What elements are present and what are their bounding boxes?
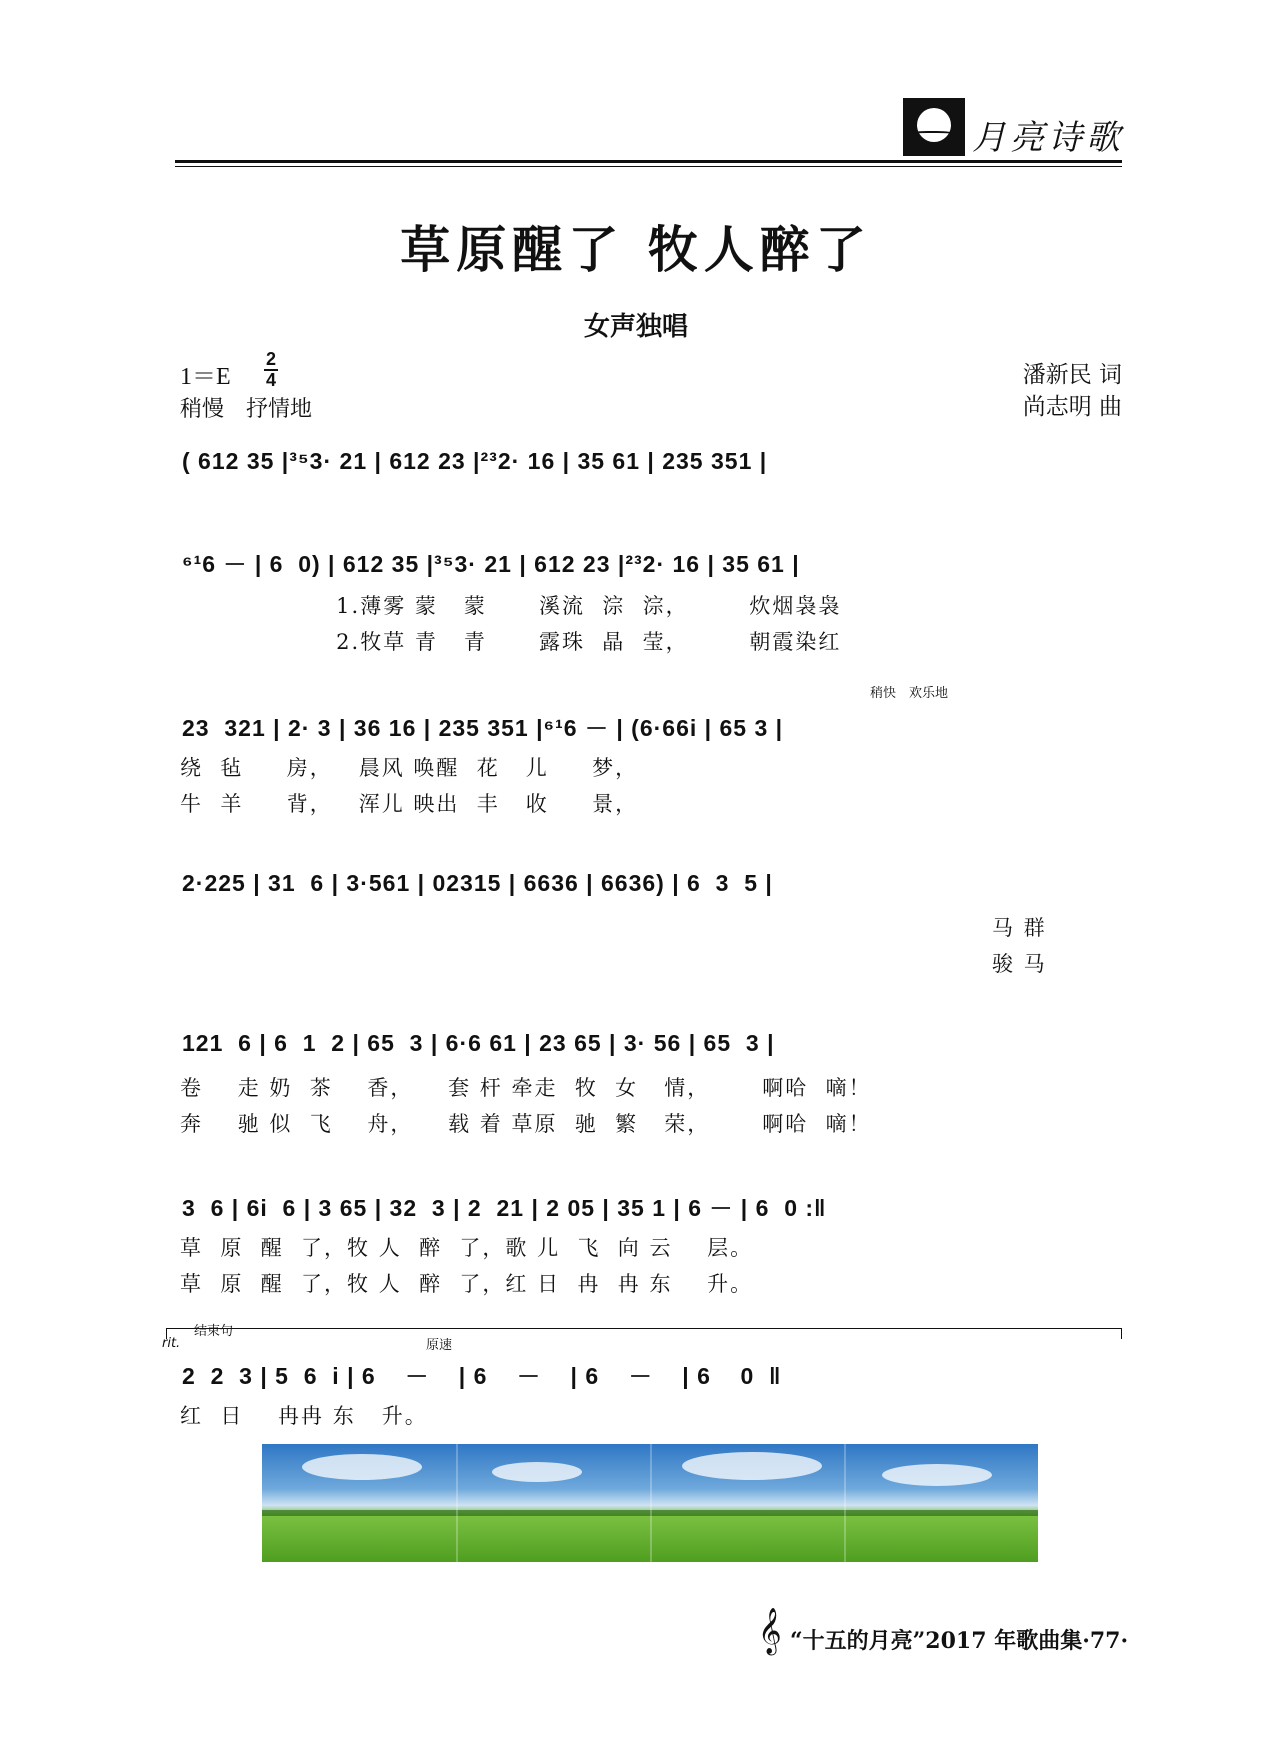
lyric-line-2-verse-2: 2.牧草 青 青 露珠 晶 莹， 朝霞染红 bbox=[180, 630, 842, 654]
header-rule-thin bbox=[175, 166, 1122, 167]
time-bottom: 4 bbox=[265, 370, 276, 390]
image-seam bbox=[650, 1444, 652, 1562]
lyric-line-4-verse-1: 马 群 bbox=[992, 916, 1047, 940]
lyric-line-4-verse-2: 骏 马 bbox=[992, 952, 1047, 976]
score-line-6: 3 6 | 6i 6 | 3 65 | 32 3 | 2 21 | 2 05 | 35 1 | 6 － | 6 0 :‖ bbox=[182, 1195, 827, 1221]
image-seam bbox=[844, 1444, 846, 1562]
magazine-brand: 月亮诗歌 bbox=[972, 118, 1124, 158]
ending-label: 结束句 bbox=[194, 1324, 234, 1339]
score-line-3: 23 321 | 2· 3 | 36 16 | 235 351 |⁶¹6 － | (6·66i | 65 3 | bbox=[182, 715, 784, 741]
score-line-4: 2·225 | 31 6 | 3·561 | 02315 | 6636 | 6636) | 6 3 5 | bbox=[182, 870, 773, 896]
cloud-shape bbox=[682, 1452, 822, 1480]
tempo-marking: 稍慢 抒情地 bbox=[180, 397, 313, 422]
time-signature bbox=[264, 350, 278, 390]
song-subtitle: 女声独唱 bbox=[583, 312, 688, 342]
score-line-5: 121 6 | 6 1 2 | 65 3 | 6·6 61 | 23 65 | 3· 56 | 65 3 | bbox=[182, 1030, 775, 1056]
cloud-shape bbox=[492, 1462, 582, 1482]
lyric-line-6-verse-2: 草 原 醒 了，牧 人 醉 了，红 日 冉 冉 东 升。 bbox=[180, 1272, 754, 1296]
treble-clef-icon: 𝄞 bbox=[758, 1608, 782, 1654]
cloud-shape bbox=[882, 1464, 992, 1486]
page-footer: “十五的月亮”2017 年歌曲集·77· bbox=[790, 1628, 1129, 1654]
lyric-line-3-verse-1: 绕 毡 房， 晨风 唤醒 花 儿 梦， bbox=[180, 756, 639, 780]
lyric-line-6-verse-1: 草 原 醒 了，牧 人 醉 了，歌 儿 飞 向 云 层。 bbox=[180, 1236, 754, 1260]
song-title: 草原醒了 牧人醉了 bbox=[400, 220, 872, 279]
magazine-logo bbox=[903, 98, 965, 156]
lyric-line-5-verse-2: 奔 驰 似 飞 舟， 载 着 草原 驰 繁 荣， 啊哈 嘀！ bbox=[180, 1112, 872, 1136]
ending-bracket bbox=[166, 1328, 1122, 1339]
lyric-coda: 红 日 冉冉 东 升。 bbox=[180, 1404, 428, 1428]
image-seam bbox=[456, 1444, 458, 1562]
composer-credit: 尚志明 曲 bbox=[1022, 394, 1122, 420]
lyric-line-2-verse-1: 1.薄雾 蒙 蒙 溪流 淙 淙， 炊烟袅袅 bbox=[180, 594, 842, 618]
lyric-line-3-verse-2: 牛 羊 背， 浑儿 映出 丰 收 景， bbox=[180, 792, 639, 816]
a-tempo-marking: 原速 bbox=[426, 1338, 453, 1353]
lyricist-credit: 潘新民 词 bbox=[1022, 362, 1122, 388]
header-rule bbox=[175, 160, 1122, 163]
score-line-1: ( 612 35 |³⁵3· 21 | 612 23 |²³2· 16 | 35 61 | 235 351 | bbox=[182, 448, 768, 474]
time-top: 2 bbox=[265, 349, 276, 369]
score-coda: 2 2 3 | 5 6 i | 6 － | 6 － | 6 － | 6 0 ‖ bbox=[182, 1363, 782, 1389]
grassland-image bbox=[262, 1444, 1038, 1562]
tempo-change-marking: 稍快 欢乐地 bbox=[870, 686, 949, 701]
key-signature: 1＝E bbox=[180, 364, 231, 390]
cloud-shape bbox=[302, 1454, 422, 1480]
cloud-icon bbox=[909, 131, 955, 139]
ritardando-marking: rit. bbox=[162, 1336, 181, 1351]
lyric-line-5-verse-1: 卷 走 奶 茶 香， 套 杆 牵走 牧 女 情， 啊哈 嘀！ bbox=[180, 1076, 872, 1100]
score-line-2: ⁶¹6 － | 6 0) | 612 35 |³⁵3· 21 | 612 23 |²³2· 16 | 35 61 | bbox=[182, 551, 800, 577]
